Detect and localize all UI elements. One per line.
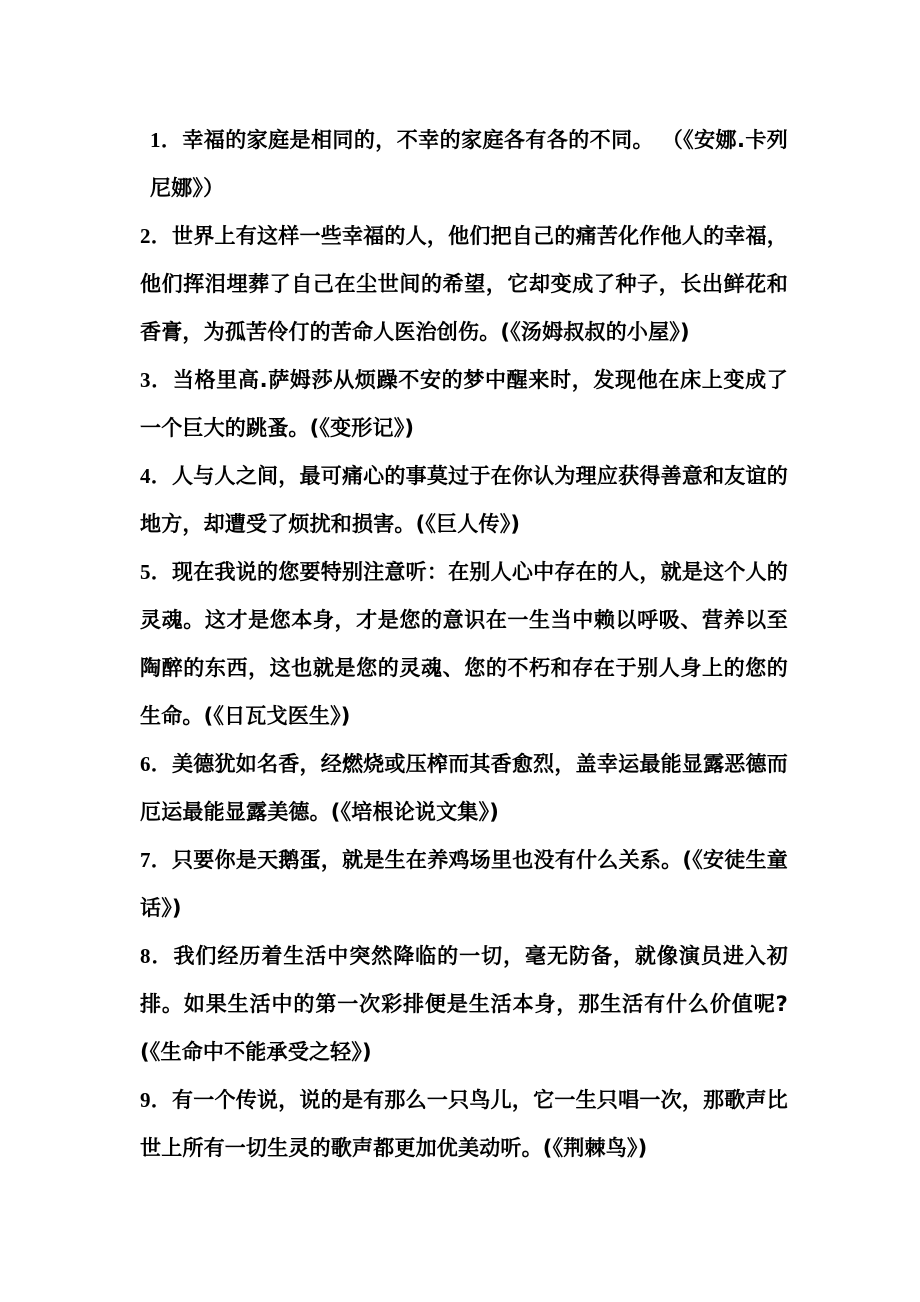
quote-2 [140, 212, 788, 356]
quote-number: 7． [140, 848, 173, 872]
quote-list [140, 116, 788, 1172]
quote-number: 2． [140, 224, 172, 248]
quote-3 [140, 356, 788, 452]
quote-number: 8． [140, 944, 174, 968]
quote-7 [140, 836, 788, 932]
quote-number: 9． [140, 1088, 172, 1112]
quote-number: 3． [140, 368, 173, 392]
quote-6 [140, 740, 788, 836]
quote-number: 1． [150, 128, 183, 152]
quote-number: 5． [140, 560, 172, 584]
quote-text: 只要你是天鹅蛋，就是生在养鸡场里也没有什么关系。(《安徒生童话》) [140, 848, 788, 920]
quote-text: 人与人之间，最可痛心的事莫过于在你认为理应获得善意和友谊的地方，却遭受了烦扰和损害。(《巨人传》) [140, 464, 788, 536]
quote-text: 世界上有这样一些幸福的人，他们把自己的痛苦化作他人的幸福，他们挥泪埋葬了自己在尘世间的希望，它却变成了种子，长出鲜花和香膏，为孤苦伶仃的苦命人医治创伤。(《汤姆叔叔的小屋》) [140, 224, 788, 344]
quote-number: 4． [140, 464, 172, 488]
quote-1 [140, 116, 788, 212]
quote-5 [140, 548, 788, 740]
quote-text: 我们经历着生活中突然降临的一切，毫无防备，就像演员进入初排。如果生活中的第一次彩排便是生活本身，那生活有什么价值呢?(《生命中不能承受之轻》) [140, 944, 788, 1064]
quote-9 [140, 1076, 788, 1172]
quote-text: 美德犹如名香，经燃烧或压榨而其香愈烈，盖幸运最能显露恶德而厄运最能显露美德。(《培根论说文集》) [140, 752, 788, 824]
quote-4 [140, 452, 788, 548]
quote-8 [140, 932, 788, 1076]
quote-text: 有一个传说，说的是有那么一只鸟儿，它一生只唱一次，那歌声比世上所有一切生灵的歌声都更加优美动听。(《荆棘鸟》) [140, 1088, 788, 1160]
quote-text: 现在我说的您要特别注意听：在别人心中存在的人，就是这个人的灵魂。这才是您本身，才是您的意识在一生当中赖以呼吸、营养以至陶醉的东西，这也就是您的灵魂、您的不朽和存在于别人身上的您的生命。(《日瓦戈医生》) [140, 560, 788, 728]
quote-number: 6． [140, 752, 172, 776]
quote-text: 当格里高.萨姆莎从烦躁不安的梦中醒来时，发现他在床上变成了一个巨大的跳蚤。(《变形记》) [140, 368, 788, 440]
quote-text: 幸福的家庭是相同的，不幸的家庭各有各的不同。 （《安娜.卡列尼娜》） [150, 128, 788, 200]
